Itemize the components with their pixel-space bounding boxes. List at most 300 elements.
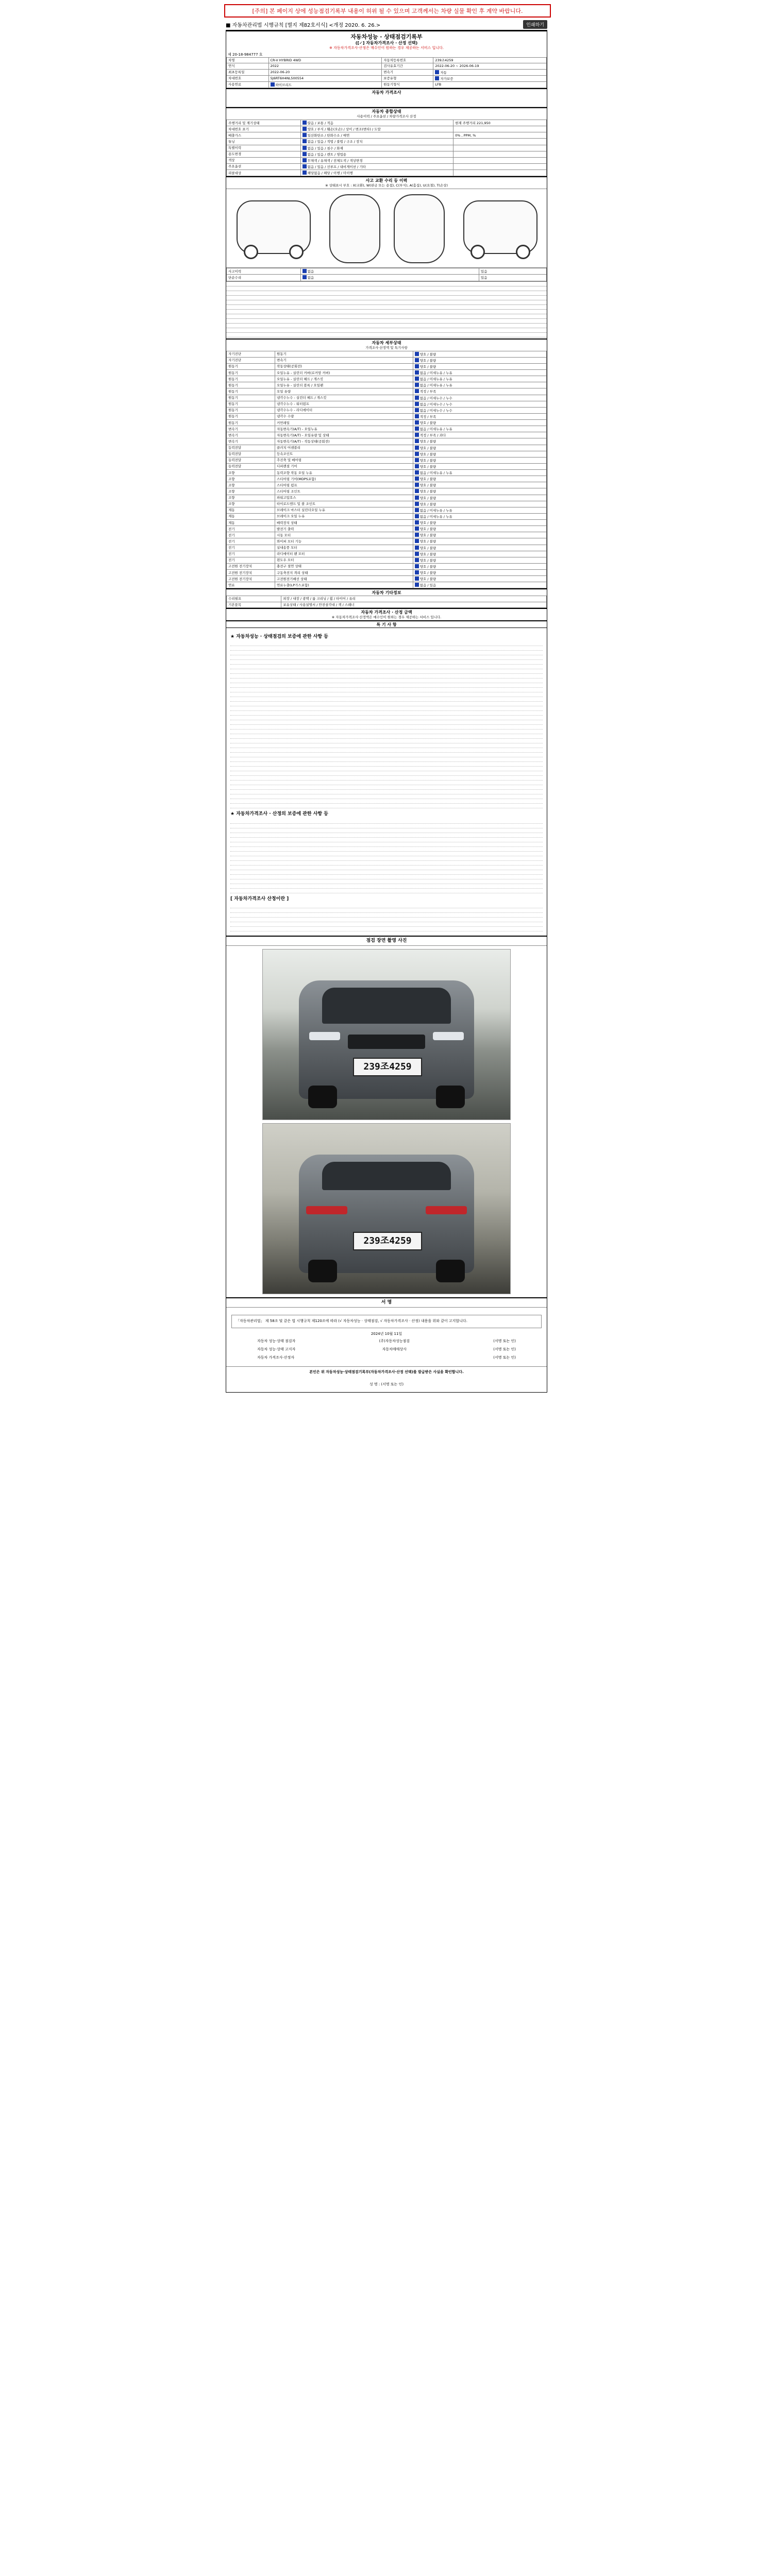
table-cell-group: 조향 [227,482,275,488]
cell-text: 양호 / 불량 [419,496,436,500]
cell-text: 없음 / 미세누유 / 누유 [419,427,452,432]
note-line [230,871,543,875]
table-row [227,438,547,445]
table-cell-item: 시동 모터 [275,532,413,538]
table-row [227,551,547,557]
table-row [227,545,547,551]
table-cell-group: 원동기 [227,420,275,426]
vehicle-guarantee: 자가보증 [433,75,547,81]
vehicle-first-reg-label: 최초등록일 [227,69,269,75]
table-cell-state [413,445,546,451]
damage-note: ※ 상태표시 부호 : X(교환), W(판금 또는 용접), C(부식), A(흠집), U(요철), T(손상) [325,183,448,188]
cell-text: 없음 / 미세누수 / 누수 [419,396,452,400]
note-line [230,885,543,889]
checkbox-icon [415,552,419,556]
table-cell-state [413,470,546,476]
license-plate: 239조4259 [353,1058,422,1076]
taillamp-left [306,1206,347,1214]
table-cell-item: 색상 [227,157,301,163]
table-cell-item: 배력장치 상태 [275,520,413,526]
cell-text: 양호 / 불량 [419,352,436,357]
table-cell-group: 제동 [227,507,275,513]
cell-text: 양호 / 불량 [419,364,436,369]
form-label: ■ 자동차관리법 시행규칙 [별지 제82호서식] <개정 2020. 6. 26.> [226,22,381,28]
table-cell-group: 전기 [227,538,275,545]
table-cell-group: 고전원 전기장치 [227,570,275,576]
checkbox-icon [271,82,275,87]
cell-text: 없음 / 미세누유 / 누유 [419,383,452,388]
damage-table [226,268,547,281]
table-cell-group: 전기 [227,551,275,557]
checkbox-icon [435,76,439,80]
table-cell-item: 브레이크 오일 누유 [275,513,413,519]
table-cell-group: 고전원 전기장치 [227,563,275,569]
cell-text: 많음 / 보통 / 적음 [307,121,333,125]
table-cell-group: 원동기 [227,363,275,369]
damage-parts-area [226,281,547,338]
table-cell-group: 조향 [227,501,275,507]
cell-text: 없음 / 있음 / 렌트 / 영업용 [307,152,347,157]
notes-heading-inspection: ★ 자동차성능 · 상태점검의 보증에 관한 사항 등 [230,634,328,639]
checkbox-icon [415,458,419,462]
doc-title: 자동차성능 · 상태점검기록부 [350,33,423,40]
cell-text: 일산화탄소 / 탄화수소 / 매연 [307,133,350,138]
table-row [227,596,547,602]
note-line [230,675,543,679]
checkbox-icon [415,502,419,506]
table-row [227,145,547,151]
table-cell-group: 원동기 [227,395,275,401]
sign-title: 서 명 [226,1297,547,1308]
table-row [227,470,547,476]
note-line [230,698,543,702]
table-row [227,151,547,157]
table-row [227,501,547,507]
table-cell-value [300,163,453,170]
note-line [230,848,543,852]
rear-window [322,1162,451,1190]
checkbox-icon [415,496,419,500]
table-cell-item: 냉각수누수 - 워터펌프 [275,401,413,407]
note-line [230,919,543,922]
table-row [227,526,547,532]
table-cell-extra [453,157,547,163]
table-row [227,445,547,451]
note-line [230,772,543,776]
cell-text: 양호 / 불량 [419,521,436,525]
table-cell-group: 조향 [227,470,275,476]
checkbox-icon [303,127,307,131]
vehicle-name: CR-V HYBRID 4WD [268,58,382,63]
section-extra: 자동차 기타정보 [226,588,547,596]
table-cell-group: 원동기 [227,376,275,382]
note-line [230,684,543,688]
table-cell-item: 자동변속기(A/T) - 작동상태(공회전) [275,438,413,445]
car-side-left-icon [237,200,311,254]
table-cell-item: 동력조향 작동 오일 누유 [275,470,413,476]
table-cell-value [300,157,453,163]
table-row [227,457,547,463]
table-cell-item: 발전기 출력 [275,526,413,532]
cell-text: 없음 / 있음 / 침수 / 화재 [307,146,343,150]
doc-number: 제 20-18-984777 호 [228,52,263,57]
table-cell-state [413,463,546,469]
cell-text: 양호 / 불량 [419,421,436,425]
vehicle-trans: 자동 [433,69,547,75]
table-cell-group: 동력전달 [227,463,275,469]
car-top-icon [329,194,380,263]
note-line [230,744,543,748]
table-cell-state [413,351,546,357]
cell-text: 양호 / 불량 [419,527,436,532]
vehicle-guarantee-label: 보증유형 [382,75,433,81]
table-cell-group: 자기진단 [227,357,275,363]
grille [348,1035,425,1049]
table-cell-flag: 있음 [479,275,546,281]
table-cell-item: 고전원전기배선 상태 [275,576,413,582]
table-cell-item: 파워고압호스 [275,495,413,501]
table-cell-item: 차대번호 표기 [227,126,301,132]
note-line [230,689,543,692]
table-cell-group: 고전원 전기장치 [227,576,275,582]
vehicle-first-reg: 2022-06-20 [268,69,382,75]
cell-text: 없음 / 미세누유 / 누유 [419,508,452,513]
table-cell-group: 제동 [227,520,275,526]
table-cell-item: 기본품목 [227,602,281,607]
note-line [230,731,543,734]
table-row [227,495,547,501]
vehicle-trans-label: 변속기 [382,69,433,75]
note-line [230,735,543,739]
table-cell-group: 전기 [227,545,275,551]
note-line [230,786,543,790]
checkbox-icon [435,70,439,74]
cell-text: 양호 / 불량 [419,558,436,563]
table-cell-value [300,145,453,151]
table-cell-state [413,357,546,363]
table-row [227,451,547,457]
checkbox-icon [415,477,419,481]
table-row [227,388,547,395]
table-cell-extra [453,163,547,170]
table-row [227,538,547,545]
checkbox-icon [415,389,419,393]
table-cell-state [413,501,546,507]
table-cell-item: 디퍼렌셜 기어 [275,463,413,469]
note-line [230,680,543,683]
table-cell-value [300,139,453,145]
table-cell-item: 튜닝 [227,139,301,145]
table-cell-value [300,126,453,132]
table-cell-group: 조향 [227,495,275,501]
section-price: 자동차 가격조사 [226,88,547,95]
vehicle-reg-label: 자동차등록번호 [382,58,433,63]
table-cell-item: 용도변경 [227,151,301,157]
table-cell-item: 자동변속기(A/T) - 오일유량 및 상태 [275,432,413,438]
table-cell-state [413,507,546,513]
table-row [227,420,547,426]
wheel-icon [289,245,304,259]
car-bottom-icon [394,194,445,263]
table-cell-item: 배출가스 [227,132,301,139]
vehicle-fuel-label: 사용연료 [227,81,269,88]
cell-text: 양호 / 불량 [419,489,436,494]
note-line [230,857,543,861]
table-row [227,370,547,376]
table-row [227,563,547,569]
table-cell-item: 추진축 및 베어링 [275,457,413,463]
checkbox-icon [415,508,419,512]
table-cell-item: 오일누유 - 실린더 커버(로커암 커버) [275,370,413,376]
table-cell-state [413,476,546,482]
notes-title: 특 기 사 항 [226,620,547,628]
table-row [227,170,547,176]
note-line [230,805,543,808]
table-cell-state [413,570,546,576]
checkbox-icon [415,533,419,537]
checkbox-icon [415,420,419,425]
table-row [227,482,547,488]
table-cell-state [413,526,546,532]
table-cell-item: 충전구 절연 상태 [275,563,413,569]
checkbox-icon [415,558,419,562]
table-cell-value [300,132,453,139]
note-line [230,791,543,794]
cell-text: 양호 / 불량 [419,477,436,482]
table-cell-item: 오일누유 - 실린더 블록 / 오일팬 [275,382,413,388]
table-cell-item: 연료누출(LP가스포함) [275,582,413,588]
table-cell-item: 클러치 어셈블리 [275,445,413,451]
table-row [227,532,547,538]
print-button[interactable]: 인쇄하기 [523,20,547,29]
cell-text: 양호 / 불량 [419,358,436,363]
checkbox-icon [415,414,419,418]
note-line [230,923,543,927]
table-cell-group: 동력전달 [227,445,275,451]
checkbox-icon [415,546,419,550]
table-cell-group: 원동기 [227,407,275,413]
note-line [230,834,543,838]
table-cell-state [413,432,546,438]
table-cell-item: 라디에이터 팬 모터 [275,551,413,557]
confirm-footline: 본인은 위 자동차성능·상태점검기록부(자동차가격조사·산정 선택)를 발급받은 사실을 확인합니다. [226,1366,547,1378]
notes-block [226,628,547,936]
checkbox-icon [303,133,307,137]
table-cell-state [413,482,546,488]
checkbox-icon [415,470,419,474]
cell-text: 양호 / 부식 / 훼손(오손) / 상이 / 변조(변타) / 도말 [307,127,381,132]
table-cell-group: 변속기 [227,426,275,432]
note-line [230,652,543,655]
checkbox-icon [415,439,419,443]
note-line [230,647,543,651]
table-cell-value: 보유상태 / 사용설명서 / 안전삼각대 / 잭 / 스패너 [281,602,547,607]
table-row [227,426,547,432]
note-line [230,693,543,697]
price-calc-note: ※ 자동차가격조사·산정액은 매수인이 원하는 경우 제공하는 서비스 입니다. [331,615,442,619]
table-cell-item: 리콜대상 [227,170,301,176]
checkbox-icon [415,483,419,487]
notes-heading-price: ★ 자동차가격조사 · 산정의 보증에 관한 사항 등 [230,811,328,817]
table-row [227,432,547,438]
note-line [230,782,543,785]
table-cell-group: 변속기 [227,438,275,445]
table-row [227,576,547,582]
checkbox-icon [303,146,307,150]
table-cell-item: 커먼레일 [275,420,413,426]
table-row [227,513,547,519]
checkbox-icon [415,433,419,437]
checkbox-icon [415,396,419,400]
cell-text: 양호 / 불량 [419,502,436,506]
cell-text: 없음 / 미세누유 / 누유 [419,377,452,382]
table-cell-item: 와이퍼 모터 기능 [275,538,413,545]
vehicle-vin-label: 차대번호 [227,75,269,81]
table-row [227,363,547,369]
table-cell-item: 브레이크 마스터 실린더오일 누유 [275,507,413,513]
table-cell-state [413,582,546,588]
headlamp-right [433,1032,464,1040]
table-cell-group: 전기 [227,557,275,563]
note-line [230,726,543,730]
cell-text: 적정 / 부족 [419,414,436,419]
table-cell-group: 원동기 [227,388,275,395]
vehicle-year-label: 연식 [227,63,269,69]
table-cell-item: 윈도우 모터 [275,557,413,563]
checkbox-icon [415,358,419,362]
vehicle-motor: LFB [433,81,547,88]
vehicle-year: 2022 [268,63,382,69]
signer-row-3: 자동차 가격조사·산정자 (서명 또는 인) [257,1355,516,1360]
cell-text: 양호 / 불량 [419,564,436,569]
section-damage: 사고 교환 수리 등 이력 [226,176,547,183]
table-cell-state [413,420,546,426]
headlamp-left [309,1032,340,1040]
cell-text: 무채색 / 유채색 / 전체도색 / 색상변경 [307,158,363,163]
table-cell-item: 원동기 [275,351,413,357]
table-cell-state [413,363,546,369]
cell-text: 없음 [307,269,314,274]
checkbox-icon [303,139,307,143]
note-line [230,909,543,913]
checkbox-icon [415,370,419,375]
table-cell-item: 스티어링 기어(MDPS포함) [275,476,413,482]
note-line [230,758,543,762]
checkbox-icon [415,402,419,406]
note-line [230,763,543,767]
note-line [230,754,543,757]
vehicle-rear-image [299,1155,474,1273]
table-cell-extra [453,170,547,176]
table-cell-extra [453,126,547,132]
wheel-icon [470,245,485,259]
vehicle-inspect-label: 검사유효기간 [382,63,433,69]
vehicle-inspect: 2022-06-20 ~ 2026-06-19 [433,63,547,69]
table-cell-group: 자기진단 [227,351,275,357]
table-cell-item: 스티어링 조인트 [275,488,413,495]
table-row [227,120,547,126]
note-line [230,853,543,856]
checkbox-icon [303,275,307,279]
checkbox-icon [415,570,419,574]
table-cell-extra [453,139,547,145]
table-cell-item: 변속기 [275,357,413,363]
note-line [230,825,543,828]
tyre [436,1086,465,1108]
taillamp-right [426,1206,467,1214]
doc-subtitle: ([✓] 자동차가격조사 · 산정 선택) [355,40,418,45]
note-line [230,876,543,879]
note-line [230,703,543,706]
tyre [436,1260,465,1282]
table-row [227,407,547,413]
inspection-sheet [226,19,547,1393]
table-row [227,275,547,281]
table-cell-flag: 있음 [479,268,546,275]
vehicle-info-table [226,57,547,88]
table-cell-item: 오일 유량 [275,388,413,395]
extra-table [226,596,547,607]
table-cell-state [413,557,546,563]
table-cell-item: 오일누유 - 실린더 헤드 / 개스킷 [275,376,413,382]
checkbox-icon [415,383,419,387]
cell-text: 없음 / 미세누수 / 누수 [419,402,452,406]
detail-table [226,351,547,589]
table-cell-group: 동력전달 [227,457,275,463]
cell-text: 없음 / 있음 [419,583,436,588]
cell-text: 없음 / 있음 / 선루프 / 내비게이션 / 기타 [307,164,366,169]
cell-text: 적정 / 부족 [419,389,436,394]
table-cell-group: 동력전달 [227,451,275,457]
form-header [226,19,547,31]
note-line [230,843,543,847]
sign-date: 2024년 10월 11일 [371,1332,402,1336]
tyre [308,1086,337,1108]
table-cell-state [413,407,546,413]
table-cell-state [413,438,546,445]
cell-text: 양호 / 불량 [419,452,436,456]
note-line [230,928,543,931]
note-line [230,839,543,842]
table-cell-state [413,513,546,519]
table-cell-item: 단순수리 [227,275,301,281]
table-cell-item: 주행거리 및 계기상태 [227,120,301,126]
vehicle-reg: 239조4259 [433,58,547,63]
cell-text: 양호 / 불량 [419,483,436,488]
checkbox-icon [415,514,419,518]
table-cell-state [413,395,546,401]
table-row [227,401,547,407]
note-line [230,712,543,716]
section-state-note: 사용이력 / 주요옵션 / 차량가격조사 산정 [357,114,416,118]
vehicle-vin: 5J6RT6H4NL500554 [268,75,382,81]
checkbox-icon [415,446,419,450]
note-line [230,829,543,833]
note-line [230,717,543,720]
section-price-calc: 자동차 가격조사 · 산정 금액 [226,608,547,615]
notes-heading-definition: [ 자동차가격조사 산정이란 ] [230,896,289,902]
note-line [230,749,543,753]
table-cell-value [300,268,479,275]
note-line [230,867,543,870]
checkbox-icon [415,364,419,368]
checkbox-icon [303,269,307,273]
table-cell-group: 연료 [227,582,275,588]
checkbox-icon [415,564,419,568]
doc-lawref: ※ 자동차가격조사·산정은 매수인이 원하는 경우 제공하는 서비스 입니다. [329,45,444,50]
table-cell-value [300,120,453,126]
warning-notice: [주의] 본 페이지 상에 성능점검기록부 내용이 허위 될 수 있으며 고객께서는 차량 실물 확인 후 계약 바랍니다. [224,4,551,18]
